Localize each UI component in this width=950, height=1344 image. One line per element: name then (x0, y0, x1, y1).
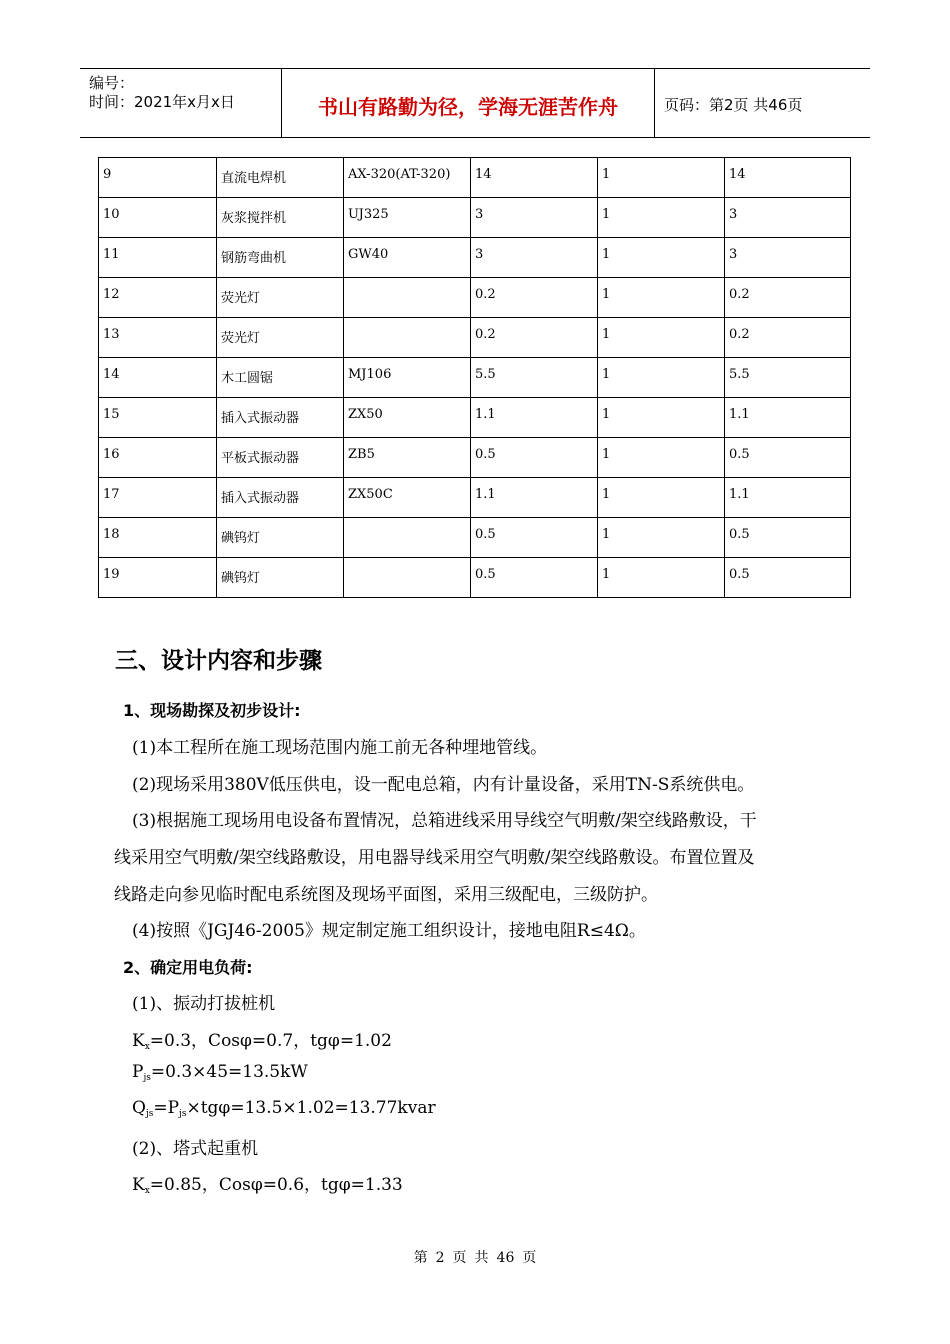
table-row (99, 478, 851, 518)
table-cell: 钢筋弯曲机 (217, 238, 344, 278)
table-cell: 插入式振动器 (217, 478, 344, 518)
equipment-table (98, 157, 851, 598)
table-cell: 11 (99, 238, 217, 278)
table-cell: 1.1 (725, 398, 851, 438)
table-cell: AX-320(AT-320) (344, 158, 471, 198)
table-cell: 5.5 (725, 358, 851, 398)
table-cell: 0.5 (471, 438, 598, 478)
table-cell: 9 (99, 158, 217, 198)
equipment-table-body (99, 158, 851, 598)
table-cell: 碘钨灯 (217, 558, 344, 598)
subheading-load: 2、确定用电负荷: (123, 958, 253, 977)
table-cell: 0.5 (471, 518, 598, 558)
table-cell: 0.5 (725, 438, 851, 478)
table-cell: 木工圆锯 (217, 358, 344, 398)
table-cell: 12 (99, 278, 217, 318)
table-row (99, 238, 851, 278)
table-cell: 插入式振动器 (217, 398, 344, 438)
table-cell: 1.1 (725, 478, 851, 518)
table-cell: 13 (99, 318, 217, 358)
table-cell: 1 (598, 278, 725, 318)
paragraph-2: (2)现场采用380V低压供电，设一配电总箱，内有计量设备，采用TN-S系统供电。 (132, 775, 755, 795)
footer-page-number: 2 (435, 1250, 445, 1266)
table-cell: 1 (598, 198, 725, 238)
table-row (99, 318, 851, 358)
table-cell: 14 (471, 158, 598, 198)
footer-total-pages: 46 (496, 1250, 515, 1266)
table-cell: 1 (598, 438, 725, 478)
paragraph-4: (4)按照《JGJ46-2005》规定制定施工组织设计，接地电阻R≤4Ω。 (132, 921, 646, 941)
table-cell: 3 (725, 238, 851, 278)
formula-kx-2: $K_x=0.85$，Cosφ=0.6，tgφ=1.33 (132, 1175, 403, 1196)
header-meta (80, 69, 282, 137)
table-cell: ZX50C (344, 478, 471, 518)
header-page-cell (655, 69, 870, 137)
table-cell: 荧光灯 (217, 318, 344, 358)
table-cell: 14 (725, 158, 851, 198)
table-row (99, 358, 851, 398)
time-label: 时间：2021年x月x日 (89, 93, 235, 111)
table-cell: 1 (598, 398, 725, 438)
table-cell: MJ106 (344, 358, 471, 398)
table-cell: 18 (99, 518, 217, 558)
table-cell: 1 (598, 558, 725, 598)
formula-pjs-1: $P_{js}=0.3\times 45=13.5kW$ (132, 1062, 308, 1083)
table-cell (344, 318, 471, 358)
table-cell: 3 (725, 198, 851, 238)
table-cell: 15 (99, 398, 217, 438)
subheading-survey: 1、现场勘探及初步设计: (123, 701, 301, 720)
table-cell: 0.2 (725, 278, 851, 318)
table-cell: GW40 (344, 238, 471, 278)
paragraph-3-line-1: (3)根据施工现场用电设备布置情况，总箱进线采用导线空气明敷/架空线路敷设，干 (132, 811, 757, 831)
item-2: (2)、塔式起重机 (132, 1139, 259, 1159)
table-cell: 1 (598, 478, 725, 518)
table-cell: 19 (99, 558, 217, 598)
table-cell: 10 (99, 198, 217, 238)
paragraph-3-line-3: 线路走向参见临时配电系统图及现场平面图，采用三级配电，三级防护。 (114, 885, 658, 905)
table-row (99, 198, 851, 238)
formula-qjs-1: $Q_{js}=P_{js}\times tg\varphi=13.5\times 1.02=13.77kvar$ (132, 1098, 436, 1119)
table-cell (344, 558, 471, 598)
paragraph-1: (1)本工程所在施工现场范围内施工前无各种埋地管线。 (132, 738, 548, 758)
table-cell: 16 (99, 438, 217, 478)
table-cell: ZB5 (344, 438, 471, 478)
table-cell: 17 (99, 478, 217, 518)
table-cell: 荧光灯 (217, 278, 344, 318)
table-cell: 1 (598, 518, 725, 558)
table-row (99, 438, 851, 478)
table-cell: 14 (99, 358, 217, 398)
table-row (99, 158, 851, 198)
section-title: 三、设计内容和步骤 (115, 648, 322, 674)
paragraph-3-line-2: 线采用空气明敷/架空线路敷设，用电器导线采用空气明敷/架空线路敷设。布置位置及 (114, 848, 755, 868)
page-footer: 第 2 页 共 46 页 (413, 1250, 537, 1266)
code-label: 编号： (89, 74, 135, 92)
table-cell: 3 (471, 198, 598, 238)
table-cell: 0.5 (471, 558, 598, 598)
table-cell: 1.1 (471, 478, 598, 518)
table-cell (344, 518, 471, 558)
table-cell: ZX50 (344, 398, 471, 438)
item-1: (1)、振动打拔桩机 (132, 994, 276, 1014)
table-cell: 1.1 (471, 398, 598, 438)
table-cell: 直流电焊机 (217, 158, 344, 198)
table-cell: 0.2 (471, 318, 598, 358)
page-header (80, 68, 870, 138)
table-cell: 碘钨灯 (217, 518, 344, 558)
table-cell: UJ325 (344, 198, 471, 238)
table-cell: 平板式振动器 (217, 438, 344, 478)
table-cell: 1 (598, 158, 725, 198)
page-label: 页码：第2页 共46页 (664, 96, 803, 114)
table-cell: 0.5 (725, 518, 851, 558)
header-motto-cell (282, 69, 655, 137)
table-cell: 1 (598, 238, 725, 278)
table-cell: 灰浆搅拌机 (217, 198, 344, 238)
table-cell: 1 (598, 358, 725, 398)
table-row (99, 398, 851, 438)
table-cell (344, 278, 471, 318)
table-row (99, 278, 851, 318)
table-cell: 1 (598, 318, 725, 358)
table-cell: 5.5 (471, 358, 598, 398)
table-cell: 0.2 (725, 318, 851, 358)
table-row (99, 558, 851, 598)
table-cell: 0.2 (471, 278, 598, 318)
table-row (99, 518, 851, 558)
table-cell: 0.5 (725, 558, 851, 598)
motto: 书山有路勤为径，学海无涯苦作舟 (318, 95, 618, 119)
table-cell: 3 (471, 238, 598, 278)
formula-kx-1: $K_x=0.3$，Cosφ=0.7，tgφ=1.02 (132, 1031, 392, 1052)
